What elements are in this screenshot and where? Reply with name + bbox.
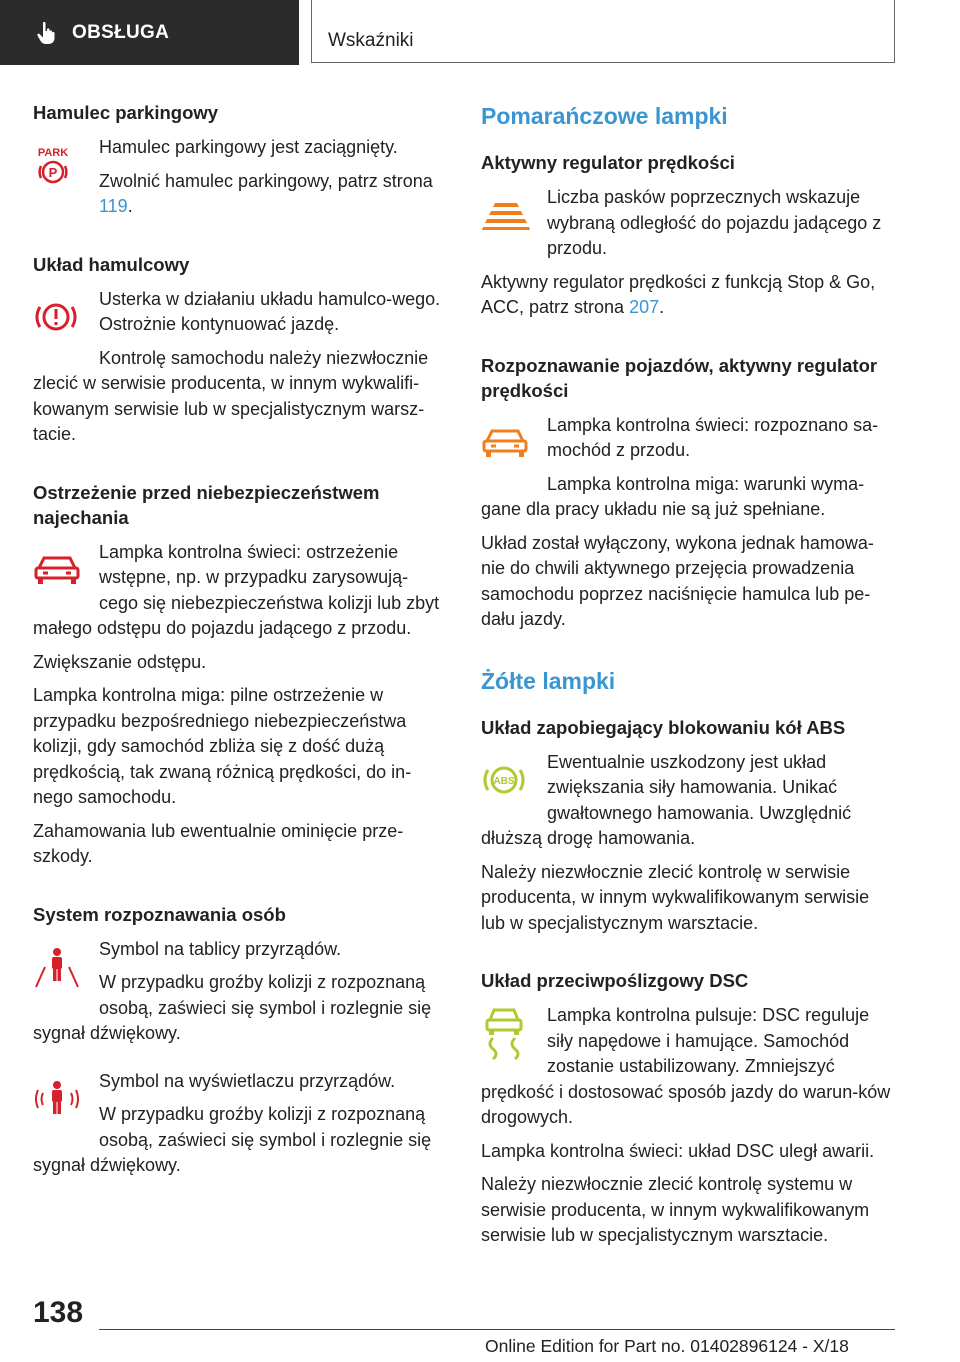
car-orange-icon bbox=[481, 413, 547, 473]
section-collision-warning bbox=[33, 480, 446, 878]
paragraph: Kontrolę samochodu należy niezwłocznie zlecić w serwisie producenta, w innym wykwalifi-kowanym serwisie lub w specjalistycznym warsz-tacie. bbox=[33, 347, 429, 444]
svg-text:P: P bbox=[48, 165, 58, 180]
header-section-tab bbox=[0, 0, 299, 65]
section-heading: Układ przeciwpoślizgowy DSC bbox=[481, 970, 749, 991]
section-heading: System rozpoznawania osób bbox=[33, 903, 286, 925]
paragraph: Lampka kontrolna pulsuje: DSC reguluje siły napędowe i hamujące. Samochód zostanie ustabilizowany. Zmniejszyć prędkość i dostosować sposób jazdy do warun-ków drogowych. bbox=[481, 1005, 891, 1127]
section-heading: Ostrzeżenie przed niebezpieczeństwem najechania bbox=[33, 481, 380, 528]
section-dsc bbox=[481, 968, 895, 1257]
paragraph: Układ został wyłączony, wykona jednak hamowa-nie do chwili aktywnego przejęcia prowadzenia samochodu poprzez naciśnięcie hamulca lub pe-dału jazdy. bbox=[481, 532, 874, 629]
paragraph: Należy niezwłocznie zlecić kontrolę w serwisie producenta, w innym wykwalifikowanym serwisie lub w specjalistycznym warsztacie. bbox=[481, 861, 870, 933]
section-abs bbox=[481, 715, 895, 945]
hand-pointer-icon bbox=[36, 21, 58, 45]
paragraph: Liczba pasków poprzecznych wskazuje wybraną odległość do pojazdu jadącego z przodu. bbox=[547, 187, 882, 258]
section-heading: Hamulec parkingowy bbox=[33, 102, 219, 123]
section-parking-brake bbox=[33, 100, 446, 228]
section-heading: Aktywny regulator prędkości bbox=[481, 152, 735, 173]
left-column bbox=[33, 100, 446, 1211]
right-column bbox=[481, 100, 895, 1281]
page-link[interactable]: 207 bbox=[629, 297, 660, 317]
car-red-icon bbox=[33, 540, 99, 600]
header-title: Wskaźniki bbox=[328, 30, 414, 51]
distance-bars-icon bbox=[481, 185, 547, 245]
brake-warning-icon bbox=[33, 287, 99, 347]
paragraph-with-link: Aktywny regulator prędkości z funkcją Stop & Go, ACC, patrz strona 207. bbox=[481, 271, 876, 317]
abs-icon-text: ABS bbox=[493, 775, 515, 787]
paragraph: Usterka w działaniu układu hamulco-wego. Ostrożnie kontynuować jazdę. bbox=[99, 288, 441, 334]
paragraph: Ewentualnie uszkodzony jest układ zwiększania siły hamowania. Unikać gwałtownego hamowania. Uwzględnić dłuższą drogę hamowania. bbox=[481, 751, 852, 848]
paragraph: Lampka kontrolna miga: warunki wyma-gane dla pracy układu nie są już spełniane. bbox=[481, 473, 865, 519]
page-link[interactable]: 119 bbox=[99, 196, 128, 216]
paragraph: Zahamowania lub ewentualnie ominięcie prze-szkody. bbox=[33, 820, 404, 866]
paragraph: Hamulec parkingowy jest zaciągnięty. bbox=[99, 137, 398, 157]
parking-brake-icon-text: PARK bbox=[37, 147, 69, 159]
header-title-box bbox=[311, 0, 895, 63]
pedestrian-signal-icon bbox=[33, 1069, 99, 1129]
paragraph: Lampka kontrolna świeci: rozpoznano sa-mochód z przodu. bbox=[547, 414, 879, 460]
paragraph: Lampka kontrolna świeci: układ DSC uległ awarii. bbox=[481, 1140, 875, 1161]
orange-lamps-title: Pomarańczowe lampki bbox=[481, 103, 728, 129]
section-vehicle-detection bbox=[481, 353, 895, 641]
section-person-detection bbox=[33, 902, 446, 1187]
section-heading: Układ hamulcowy bbox=[33, 253, 190, 275]
paragraph: W przypadku groźby kolizji z rozpoznaną osobą, zaświeci się symbol i rozlegnie się sygnał dźwiękowy. bbox=[33, 1104, 432, 1175]
page-number: 138 bbox=[33, 1296, 84, 1329]
paragraph-with-link: Zwolnić hamulec parkingowy, patrz strona 119. bbox=[99, 170, 433, 216]
dsc-skid-car-icon bbox=[481, 1003, 547, 1063]
footer-edition: Online Edition for Part no. 01402896124 - X/18 bbox=[485, 1336, 849, 1356]
paragraph: Zwiększanie odstępu. bbox=[33, 651, 207, 672]
paragraph: Należy niezwłocznie zlecić kontrolę systemu w serwisie producenta, w innym wykwalifikowanym serwisie lub w specjalistycznym warsztacie. bbox=[481, 1174, 870, 1245]
abs-icon bbox=[481, 750, 547, 810]
paragraph: Lampka kontrolna miga: pilne ostrzeżenie w przypadku bezpośredniego niebezpieczeństwa kolizji, gdy samochód zbliża się z dość dużą prędkością, tak zwaną różnicą prędkości, do in-nego samochodu. bbox=[33, 685, 412, 807]
paragraph: W przypadku groźby kolizji z rozpoznaną osobą, zaświeci się symbol i rozlegnie się sygnał dźwiękowy. bbox=[33, 972, 432, 1043]
header-section-label: OBSŁUGA bbox=[72, 21, 170, 43]
section-heading: Rozpoznawanie pojazdów, aktywny regulator prędkości bbox=[481, 354, 878, 401]
section-active-cruise bbox=[481, 150, 895, 329]
yellow-lamps-title: Żółte lampki bbox=[481, 667, 616, 694]
paragraph: Symbol na wyświetlaczu przyrządów. bbox=[99, 1070, 396, 1091]
parking-brake-icon bbox=[33, 135, 99, 195]
footer-divider bbox=[99, 1329, 895, 1330]
section-brake-system bbox=[33, 252, 446, 456]
section-heading: Układ zapobiegający blokowaniu kół ABS bbox=[481, 716, 846, 738]
paragraph: Symbol na tablicy przyrządów. bbox=[99, 938, 342, 959]
paragraph: Lampka kontrolna świeci: ostrzeżenie wstępne, np. w przypadku zarysowują-cego się niebezpieczeństwa kolizji lub zbyt małego odstępu do pojazdu jadącego z przodu. bbox=[33, 541, 440, 638]
pedestrian-road-icon bbox=[33, 937, 99, 997]
